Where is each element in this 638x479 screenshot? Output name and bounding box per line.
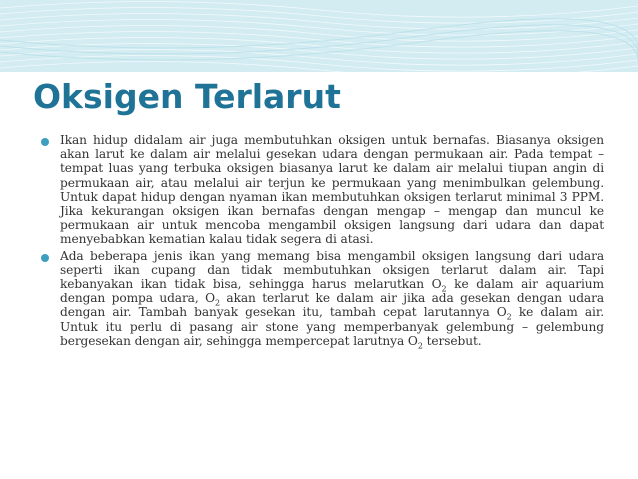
header-decoration [0, 0, 638, 72]
page-title: Oksigen Terlarut [33, 77, 341, 116]
bullet-text: Ikan hidup didalam air juga membutuhkan oksigen untuk bernafas. Biasanya oksigen akan larut ke dalam air melalui gesekan udara dengan permukaan air. Pada tempat – tempat luas yang terbuka oksigen biasanya larut ke dalam air melalui tiupan angin di permukaan air, atau melalui air terjun ke permukaan yang menimbulkan gelembung. Untuk dapat hidup dengan nyaman ikan membutuhkan oksigen terlarut minimal 3 PPM. Jika kekurangan oksigen ikan bernafas dengan mengap – mengap dan muncul ke permukaan air untuk mencoba mengambil oksigen langsung dari udara dan dapat menyebabkan kematian kalau tidak segera di atasi. [60, 133, 604, 247]
bullet-list [38, 133, 604, 350]
text-segment: Ada beberapa jenis ikan yang memang bisa mengambil oksigen langsung dari udara seperti ikan cupang dan tidak membutuhkan oksigen terlarut dalam air. Tapi kebanyakan ikan tidak bisa, sehingga harus melarutkan O [60, 248, 604, 292]
bullet-item [38, 248, 604, 351]
subscript: 2 [441, 284, 447, 294]
text-segment: akan terlarut ke dalam air jika ada gesekan dengan udara dengan air. Tambah banyak gesekan itu, tambah cepat larutannya O [60, 291, 604, 320]
text-segment: tersebut. [422, 333, 482, 348]
subscript: 2 [417, 341, 423, 351]
subscript: 2 [214, 298, 220, 308]
text-segment: ke dalam air. Untuk itu perlu di pasang air stone yang memperbanyak gelembung – gelembung bergesekan dengan air, sehingga mempercepat larutnya O [60, 305, 604, 348]
bullet-text [60, 248, 604, 351]
subscript: 2 [506, 312, 512, 322]
bullet-dot-icon [41, 254, 49, 262]
text-segment: ke dalam air aquarium dengan pompa udara, O [60, 277, 604, 306]
bullet-item [38, 133, 604, 247]
bullet-dot-icon [41, 138, 49, 146]
wave-pattern [0, 0, 638, 72]
